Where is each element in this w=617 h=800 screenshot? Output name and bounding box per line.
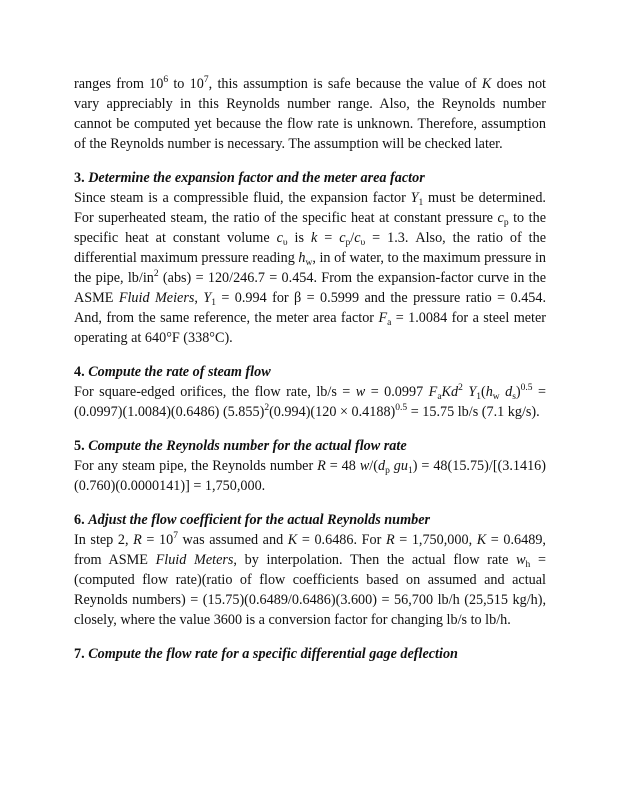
italic-run: c	[276, 230, 283, 246]
text-run: = 1.0084 for a steel meter operating at 640°F (338°C).	[74, 310, 546, 346]
section-number: 5.	[74, 438, 85, 454]
subscript: 1	[418, 198, 424, 208]
superscript: 7	[203, 75, 209, 85]
italic-run: K	[287, 532, 298, 548]
italic-run: gu	[393, 458, 408, 474]
text-run: , by interpolation. Then the actual flow rate	[233, 552, 517, 568]
italic-run: w	[355, 384, 366, 400]
text-run: = 1.3. Also, the ratio of the differential maximum pressure reading	[74, 230, 546, 266]
text-run: must be determined. For superheated steam, the ratio of the specific heat at constant pressure	[74, 190, 546, 226]
text-run: ranges from 10	[74, 76, 164, 92]
subscript: p	[503, 218, 509, 228]
text-run: = (computed flow rate)(ratio of flow coefficients based on assumed and actual Reynolds numbers) = (15.75)(0.6489/0.6486)(3.600) = 56,700 lb/h (25,515 kg/h), closely, where the value 3600 is a conversion factor for changing lb/s to lb/h.	[74, 552, 546, 628]
italic-run: k	[310, 230, 318, 246]
italic-run: F	[428, 384, 438, 400]
subscript: s	[512, 392, 516, 402]
text-run: to 10	[168, 76, 204, 92]
text-run: )	[515, 384, 521, 400]
italic-run: Fluid Meters	[155, 552, 234, 568]
italic-run: c	[497, 210, 504, 226]
italic-run: w	[516, 552, 526, 568]
section-title: Compute the rate of steam flow	[88, 364, 271, 380]
paragraph-intro	[74, 74, 546, 154]
section-6-body	[74, 530, 546, 630]
subscript: 1	[407, 466, 413, 476]
section-number: 4.	[74, 364, 85, 380]
subscript: υ	[360, 238, 366, 248]
subscript: 1	[211, 298, 216, 308]
subscript: w	[305, 258, 313, 268]
section-title: Determine the expansion factor and the meter area factor	[88, 170, 425, 186]
section-5-body	[74, 456, 546, 496]
text-run: (0.994)(120 × 0.4188)	[269, 404, 396, 420]
text-run: , this assumption is safe because the value of	[208, 76, 482, 92]
text-run: is	[287, 230, 311, 246]
italic-run: Kd	[441, 384, 459, 400]
text-run: =	[317, 230, 340, 246]
italic-run: K	[481, 76, 492, 92]
subscript: 1	[476, 392, 481, 402]
text-run: = 48	[325, 458, 360, 474]
text-run: to the specific heat at constant volume	[74, 210, 546, 246]
text-run: was assumed and	[177, 532, 288, 548]
superscript: 0.5	[520, 383, 533, 393]
section-number: 6.	[74, 512, 85, 528]
italic-run: R	[133, 532, 142, 548]
subscript: a	[437, 392, 442, 402]
section-7-heading	[74, 644, 546, 664]
superscript: 2	[458, 383, 463, 393]
text-run: In step 2,	[74, 532, 134, 548]
subscript: w	[492, 392, 500, 402]
text-run: /(	[369, 458, 378, 474]
section-5-heading	[74, 436, 546, 456]
subscript: p	[345, 238, 351, 248]
text-run: Since steam is a compressible fluid, the expansion factor	[74, 190, 411, 206]
italic-run: c	[354, 230, 361, 246]
section-3-body	[74, 188, 546, 348]
text-run: (abs) = 120/246.7 = 0.454. From the expansion-factor curve in the ASME	[74, 270, 546, 306]
italic-run: h	[485, 384, 493, 400]
section-number: 7.	[74, 646, 85, 662]
italic-run: w	[359, 458, 370, 474]
superscript: 2	[264, 403, 270, 413]
superscript: 6	[163, 75, 169, 85]
superscript: 7	[173, 531, 178, 541]
text-run: = (0.0997)(1.0084)(0.6486) (5.855)	[74, 384, 546, 420]
section-title: Compute the flow rate for a specific differential gage deflection	[88, 646, 458, 662]
text-run: does not vary appreciably in this Reynolds number range. Also, the Reynolds number cannot be computed yet because the flow rate is unknown. Therefore, assumption of the Reynolds number is necessary. The assumption will be checked later.	[74, 76, 546, 152]
subscript: υ	[282, 238, 288, 248]
subscript: a	[387, 318, 392, 328]
text-run: = 0.994 for β = 0.5999 and the pressure ratio = 0.454. And, from the same reference, the meter area factor	[74, 290, 547, 326]
section-6-heading	[74, 510, 546, 530]
section-4-body	[74, 382, 546, 422]
italic-run: c	[339, 230, 346, 246]
italic-run: Y	[410, 190, 419, 206]
section-title: Compute the Reynolds number for the actual flow rate	[88, 438, 407, 454]
superscript: 2	[153, 269, 159, 279]
italic-run: F	[378, 310, 388, 326]
italic-run: d	[377, 458, 386, 474]
section-title: Adjust the flow coefficient for the actual Reynolds number	[88, 512, 431, 528]
text-run: , in of water, to the maximum pressure in the pipe, lb/in	[74, 250, 546, 286]
text-run: For square-edged orifices, the flow rate, lb/s =	[74, 384, 356, 400]
text-run: ) = 48(15.75)/[(3.1416)(0.760)(0.0000141)] = 1,750,000.	[74, 458, 547, 494]
section-3-heading	[74, 168, 546, 188]
italic-run: Fluid Meiers	[118, 290, 195, 306]
italic-run: h	[298, 250, 306, 266]
text-run: = 15.75 lb/s (7.1 kg/s).	[407, 404, 540, 420]
text-run: = 10	[141, 532, 174, 548]
text-run: For any steam pipe, the Reynolds number	[74, 458, 318, 474]
text-run: = 0.0997	[365, 384, 429, 400]
italic-run: d	[505, 384, 513, 400]
text-column	[74, 74, 546, 664]
italic-run: K	[476, 532, 487, 548]
italic-run: Y	[203, 290, 212, 306]
text-run: ,	[194, 290, 204, 306]
text-run: = 0.6489, from ASME	[74, 532, 546, 568]
superscript: 0.5	[395, 403, 408, 413]
text-run: = 0.6486. For	[297, 532, 386, 548]
italic-run: Y	[468, 384, 477, 400]
text-run: (	[480, 384, 486, 400]
text-run: /	[350, 230, 355, 246]
text-run: = 1,750,000,	[394, 532, 477, 548]
section-4-heading	[74, 362, 546, 382]
italic-run: R	[385, 532, 395, 548]
subscript: p	[385, 466, 390, 476]
subscript: h	[525, 560, 531, 570]
italic-run: R	[317, 458, 326, 474]
section-number: 3.	[74, 170, 85, 186]
